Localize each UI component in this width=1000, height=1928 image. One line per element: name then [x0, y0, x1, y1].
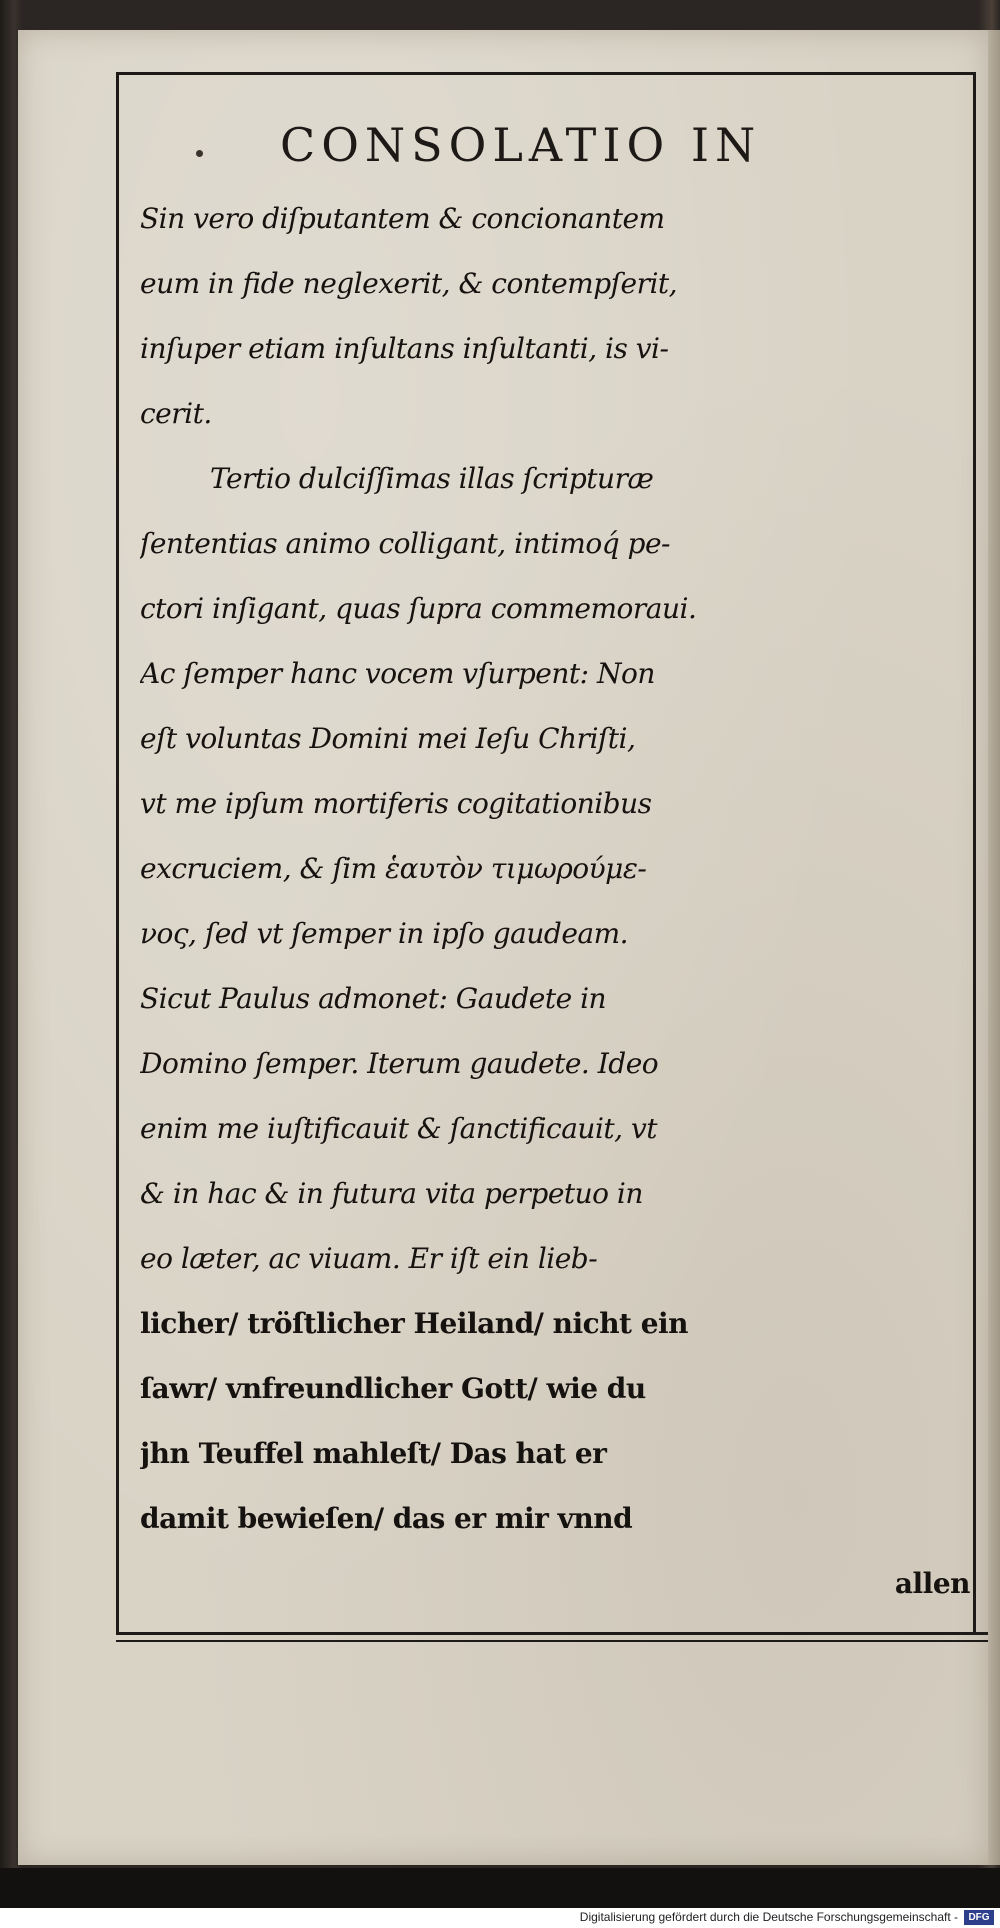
text-line: vt me ipſum mortiferis cogitationibus: [140, 787, 652, 820]
frame-bottom-rule-second: [116, 1640, 988, 1642]
text-line: licher/ tröſtlicher Heiland/ nicht ein: [140, 1307, 689, 1340]
text-line: inſuper etiam inſultans inſultanti, is vi-: [140, 332, 669, 365]
text-line: ctori inſigant, quas ſupra commemoraui.: [140, 592, 697, 625]
text-line: Domino ſemper. Iterum gaudete. Ideo: [140, 1047, 659, 1080]
running-head: CONSOLATIO IN: [280, 118, 762, 172]
text-line: ſawr/ vnfreundlicher Gott/ wie du: [140, 1372, 646, 1405]
scanner-bottom-band: [0, 1868, 1000, 1908]
text-line: excruciem, & ſim ἑαυτὸν τιμωρούμε-: [140, 852, 647, 885]
text-line: eſt voluntas Domini mei Ieſu Chriſti,: [140, 722, 636, 755]
text-line: & in hac & in futura vita perpetuo in: [140, 1177, 643, 1210]
page-text-block: [140, 186, 970, 1616]
page-edge: [988, 30, 1000, 1865]
text-line: enim me iuſtificauit & ſanctificauit, vt: [140, 1112, 658, 1145]
text-line: Sin vero diſputantem & concionantem: [140, 202, 665, 235]
text-line: νος, ſed vt ſemper in ipſo gaudeam.: [140, 917, 629, 950]
text-line: damit bewieſen/ das er mir vnnd: [140, 1502, 633, 1535]
text-line: Ac ſemper hanc vocem vſurpent: Non: [140, 657, 655, 690]
text-line: cerit.: [140, 397, 212, 430]
dfg-logo: DFG: [964, 1910, 994, 1925]
text-line: jhn Teuffel mahleſt/ Das hat er: [140, 1437, 607, 1470]
text-line: eum in fide neglexerit, & contempſerit,: [140, 267, 678, 300]
frame-bottom-rule: [116, 1632, 988, 1635]
digitization-credit: Digitalisierung gefördert durch die Deutsche Forschungsgemeinschaft -: [579, 1910, 958, 1924]
text-line: Sicut Paulus admonet: Gaudete in: [140, 982, 607, 1015]
text-line: ſententias animo colligant, intimoq́ pe-: [140, 527, 670, 560]
text-line: eo læter, ac viuam. Er iſt ein lieb-: [140, 1242, 598, 1275]
text-line: Tertio dulciſſimas illas ſcripturæ: [210, 462, 654, 495]
ink-dot: [196, 150, 203, 157]
text-line: allen: [894, 1567, 970, 1600]
